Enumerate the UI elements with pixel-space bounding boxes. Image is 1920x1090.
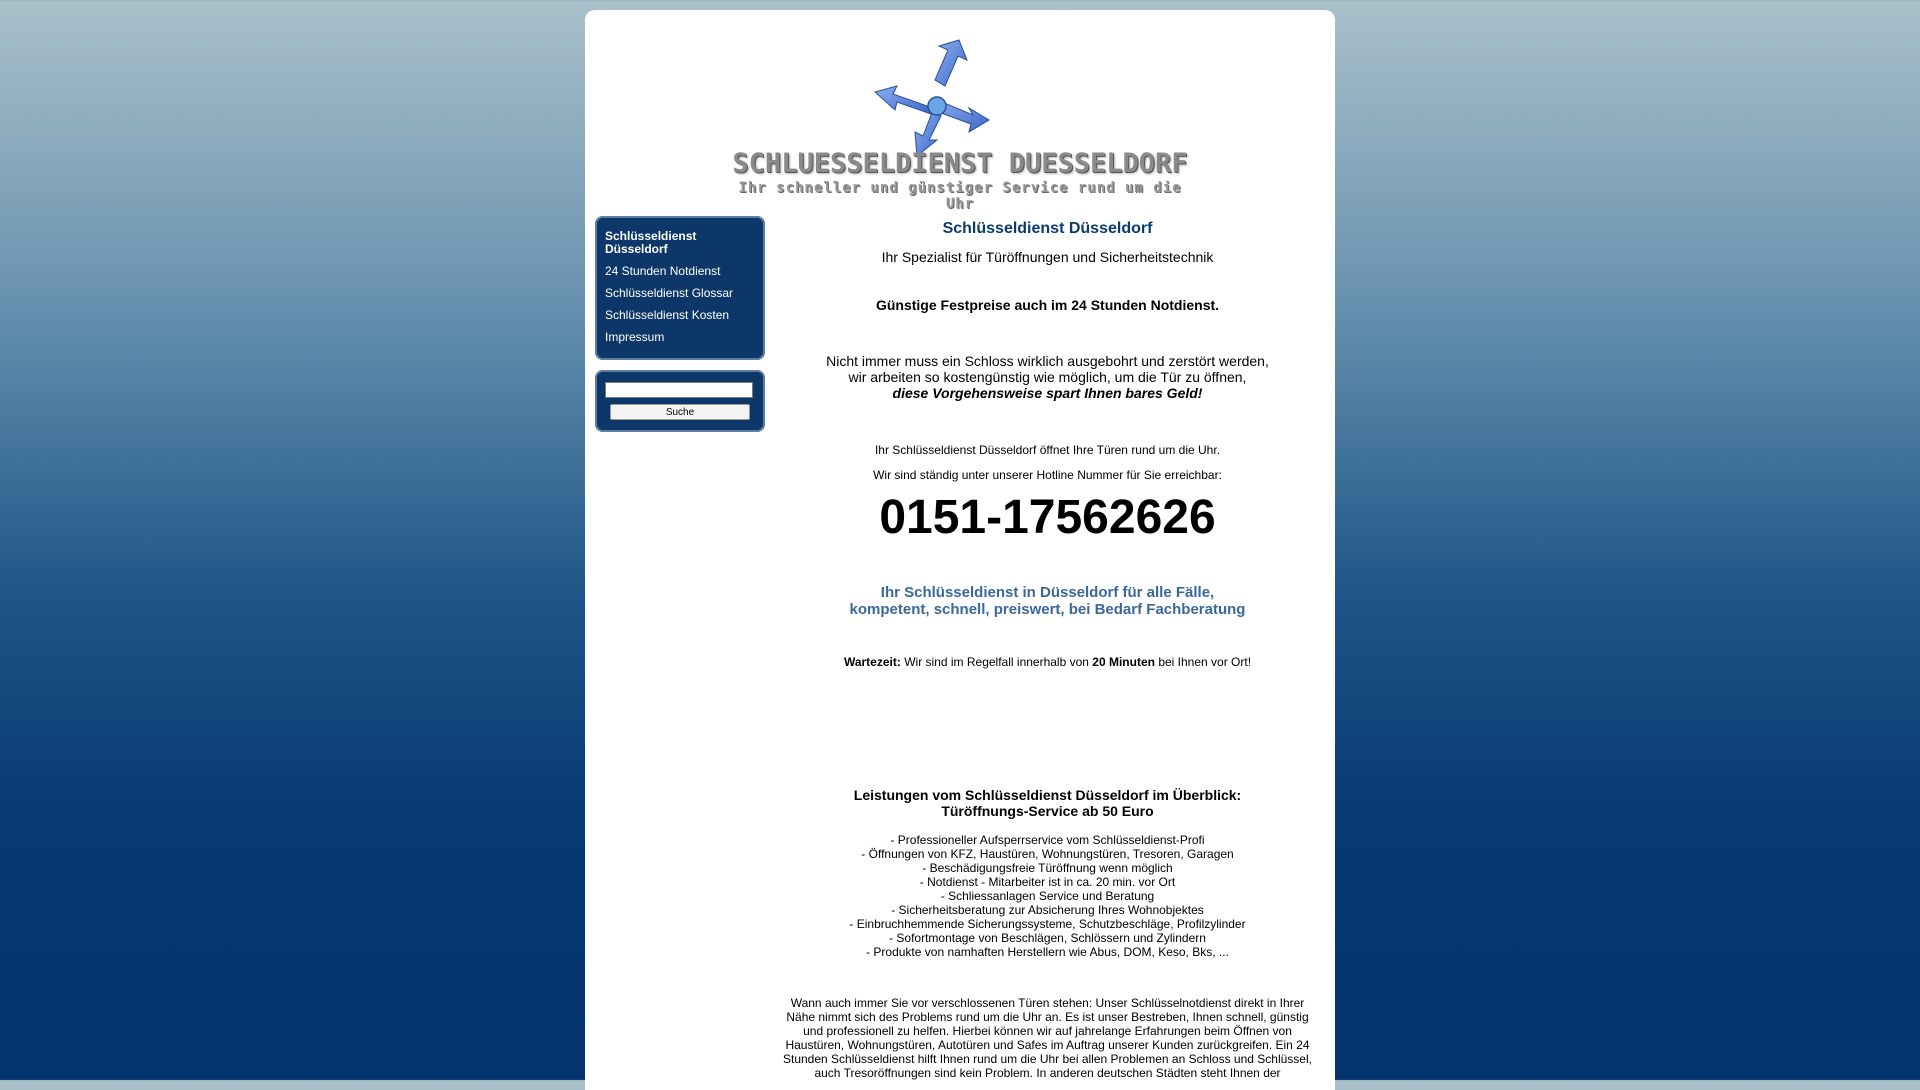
- waiting-time-before: Wir sind im Regelfall innerhalb von: [904, 655, 1089, 669]
- search-button[interactable]: Suche: [610, 404, 750, 420]
- paragraph-emphasis: diese Vorgehensweise spart Ihnen bares Geld!: [892, 385, 1203, 401]
- list-item: - Einbruchhemmende Sicherungssysteme, Schutzbeschläge, Profilzylinder: [849, 917, 1246, 931]
- list-item: - Produkte von namhaften Herstellern wie Abus, DOM, Keso, Bks, ...: [866, 945, 1229, 959]
- services-heading-line: Leistungen vom Schlüsseldienst Düsseldorf im Überblick:: [853, 787, 1242, 803]
- waiting-time-after: bei Ihnen vor Ort!: [1158, 655, 1252, 669]
- service-heading: [780, 584, 1315, 618]
- intro-text: Ihr Spezialist für Türöffnungen und Sicherheitstechnik: [881, 249, 1214, 265]
- description-line: Nähe nimmt sich des Problems rund um die Uhr an. Es ist unser Bestreben, Ihnen schnell, günstig: [786, 1010, 1309, 1024]
- open-hours-text: Ihr Schlüsseldienst Düsseldorf öffnet Ihre Türen rund um die Uhr.: [874, 443, 1221, 457]
- list-item: - Öffnungen von KFZ, Haustüren, Wohnungstüren, Tresoren, Garagen: [861, 847, 1234, 861]
- page-container: [585, 10, 1335, 1090]
- list-item: - Professioneller Aufsperrservice vom Schlüsseldienst-Profi: [890, 833, 1205, 847]
- services-list: [780, 833, 1315, 959]
- list-item: - Schliessanlagen Service und Beratung: [940, 889, 1155, 903]
- description-line: Haustüren, Wohnungstüren, Autotüren und Safes im Auftrag unserer Kunden zurückgreifen. Ein 24: [785, 1038, 1310, 1052]
- phone-number: 0151-17562626: [879, 491, 1216, 544]
- sidebar-item-glossar[interactable]: Schlüsseldienst Glossar: [605, 286, 734, 300]
- notdienst-text: Günstige Festpreise auch im 24 Stunden Notdienst.: [875, 297, 1220, 313]
- waiting-time: [780, 655, 1315, 669]
- list-item: - Sofortmontage von Beschlägen, Schlössern und Zylindern: [889, 931, 1206, 945]
- service-heading-line: Ihr Schlüsseldienst in Düsseldorf für alle Fälle,: [880, 584, 1215, 601]
- description-line: Stunden Schlüsseldienst hilft Ihnen rund um die Uhr bei allen Problemen an Schloss und Schlüssel,: [783, 1052, 1312, 1066]
- site-name: SCHLUESSELDIENST DUESSELDORF: [732, 148, 1188, 179]
- site-tagline: Ihr schneller und günstiger Service rund um die Uhr: [738, 180, 1182, 212]
- description-line: und professionell zu helfen. Hierbei können wir auf jahrelange Erfahrungen beim Öffnen von: [803, 1024, 1292, 1038]
- intro-paragraph: [780, 353, 1315, 401]
- sidebar-item-notdienst[interactable]: 24 Stunden Notdienst: [605, 264, 721, 278]
- paragraph-line: Nicht immer muss ein Schloss wirklich ausgebohrt und zerstört werden,: [826, 353, 1269, 369]
- sidebar-nav: [595, 216, 765, 360]
- waiting-time-label: Wartezeit:: [843, 655, 901, 669]
- list-item: - Sicherheitsberatung zur Absicherung Ihres Wohnobjektes: [891, 903, 1204, 917]
- list-item: - Beschädigungsfreie Türöffnung wenn möglich: [922, 861, 1173, 875]
- header: [585, 10, 1335, 210]
- service-heading-line: kompetent, schnell, preiswert, bei Bedarf Fachberatung: [849, 601, 1246, 618]
- page-title: Schlüsseldienst Düsseldorf: [942, 220, 1153, 237]
- description-line: Wann auch immer Sie vor verschlossenen Türen stehen: Unser Schlüsselnotdienst direkt in Ihrer: [790, 996, 1305, 1010]
- search-box: [595, 370, 765, 432]
- services-heading-line: Türöffnungs-Service ab 50 Euro: [941, 803, 1154, 819]
- list-item: - Notdienst - Mitarbeiter ist in ca. 20 min. vor Ort: [919, 875, 1176, 889]
- hotline-text: Wir sind ständig unter unserer Hotline Nummer für Sie erreichbar:: [873, 468, 1222, 482]
- search-input[interactable]: [605, 382, 753, 398]
- main-content: [780, 220, 1315, 1080]
- sidebar-item-schluesseldienst-duesseldorf[interactable]: Schlüsseldienst Düsseldorf: [605, 229, 697, 256]
- services-heading: [780, 787, 1315, 819]
- sidebar-item-impressum[interactable]: Impressum: [605, 330, 665, 344]
- sidebar-item-kosten[interactable]: Schlüsseldienst Kosten: [605, 308, 730, 322]
- paragraph-line: wir arbeiten so kostengünstig wie möglich, um die Tür zu öffnen,: [848, 369, 1247, 385]
- waiting-time-minutes: 20 Minuten: [1092, 655, 1155, 669]
- arrows-logo-icon: [855, 28, 1005, 153]
- description-line: auch Tresoröffnungen sind kein Problem. In anderen deutschen Städten steht Ihnen der: [814, 1066, 1281, 1080]
- long-description: [780, 996, 1315, 1080]
